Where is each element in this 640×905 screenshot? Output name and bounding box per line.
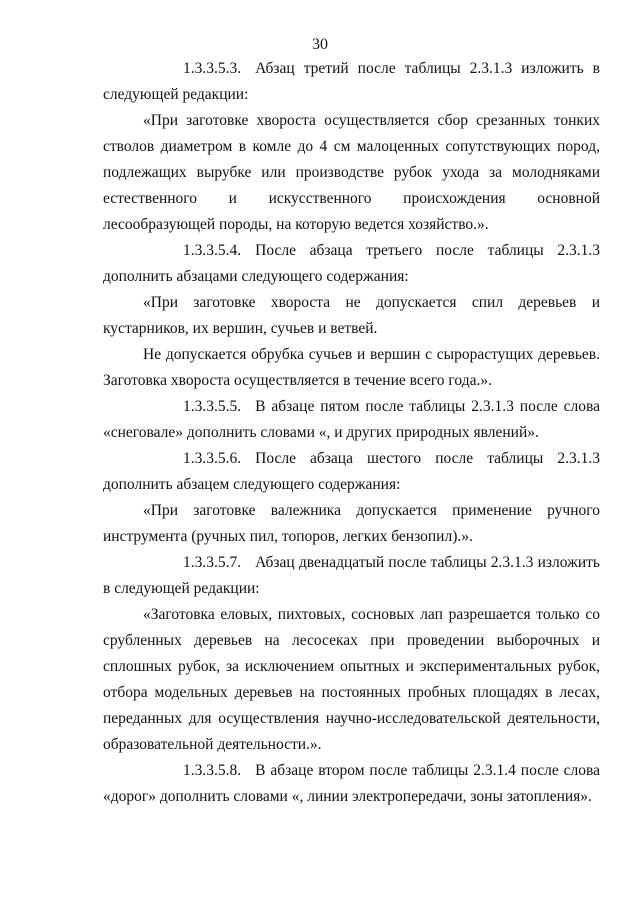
page-number: 30 bbox=[312, 36, 328, 53]
paragraph-text: В абзаце пятом после таблицы 2.3.1.3 после слова «снеговале» дополнить словами «, и других природных явлений». bbox=[103, 398, 600, 441]
clause-number: 1.3.3.5.8. bbox=[183, 762, 242, 779]
paragraph-1-3-3-5-3 bbox=[103, 56, 600, 108]
paragraph-1-3-3-5-8 bbox=[103, 758, 600, 810]
paragraph-text: «При заготовке хвороста осуществляется сбор срезанных тонких стволов диаметром в комле до 4 см малоценных сопутствующих пород, подлежащих вырубке или производстве рубок ухода за молодняками естественного и искусственного происхождения основной лесообразующей породы, на которую ведется хозяйство.». bbox=[103, 112, 600, 233]
paragraph-text: После абзаца шестого после таблицы 2.3.1.3 дополнить абзацем следующего содержания: bbox=[103, 450, 600, 493]
document-body bbox=[103, 56, 600, 810]
paragraph-quote bbox=[103, 602, 600, 758]
paragraph-text: Абзац двенадцатый после таблицы 2.3.1.3 изложить в следующей редакции: bbox=[103, 554, 600, 597]
clause-number: 1.3.3.5.3. bbox=[183, 60, 242, 77]
paragraph-1-3-3-5-7 bbox=[103, 550, 600, 602]
paragraph-quote bbox=[103, 342, 600, 394]
paragraph-text: «При заготовке хвороста не допускается спил деревьев и кустарников, их вершин, сучьев и ветвей. bbox=[103, 294, 600, 337]
clause-number: 1.3.3.5.4. bbox=[183, 242, 242, 259]
paragraph-text: «Заготовка еловых, пихтовых, сосновых лап разрешается только со срубленных деревьев на лесосеках при проведении выборочных и сплошных рубок, за исключением опытных и экспериментальных рубок, отбора модельных деревьев на постоянных пробных площадях в лесах, переданных для осуществления научно-исследовательской деятельности, образовательной деятельности.». bbox=[103, 606, 600, 753]
paragraph-quote bbox=[103, 498, 600, 550]
paragraph-1-3-3-5-4 bbox=[103, 238, 600, 290]
clause-number: 1.3.3.5.7. bbox=[183, 554, 242, 571]
paragraph-quote bbox=[103, 108, 600, 238]
clause-number: 1.3.3.5.6. bbox=[183, 450, 242, 467]
paragraph-1-3-3-5-6 bbox=[103, 446, 600, 498]
paragraph-quote bbox=[103, 290, 600, 342]
paragraph-1-3-3-5-5 bbox=[103, 394, 600, 446]
paragraph-text: «При заготовке валежника допускается применение ручного инструмента (ручных пил, топоров, легких бензопил).». bbox=[103, 502, 600, 545]
paragraph-text: Абзац третий после таблицы 2.3.1.3 изложить в следующей редакции: bbox=[103, 60, 600, 103]
clause-number: 1.3.3.5.5. bbox=[183, 398, 242, 415]
paragraph-text: В абзаце втором после таблицы 2.3.1.4 после слова «дорог» дополнить словами «, линии электропередачи, зоны затопления». bbox=[103, 762, 600, 805]
paragraph-text: После абзаца третьего после таблицы 2.3.1.3 дополнить абзацами следующего содержания: bbox=[103, 242, 600, 285]
paragraph-text: Не допускается обрубка сучьев и вершин с сырорастущих деревьев. Заготовка хвороста осуществляется в течение всего года.». bbox=[103, 346, 600, 389]
